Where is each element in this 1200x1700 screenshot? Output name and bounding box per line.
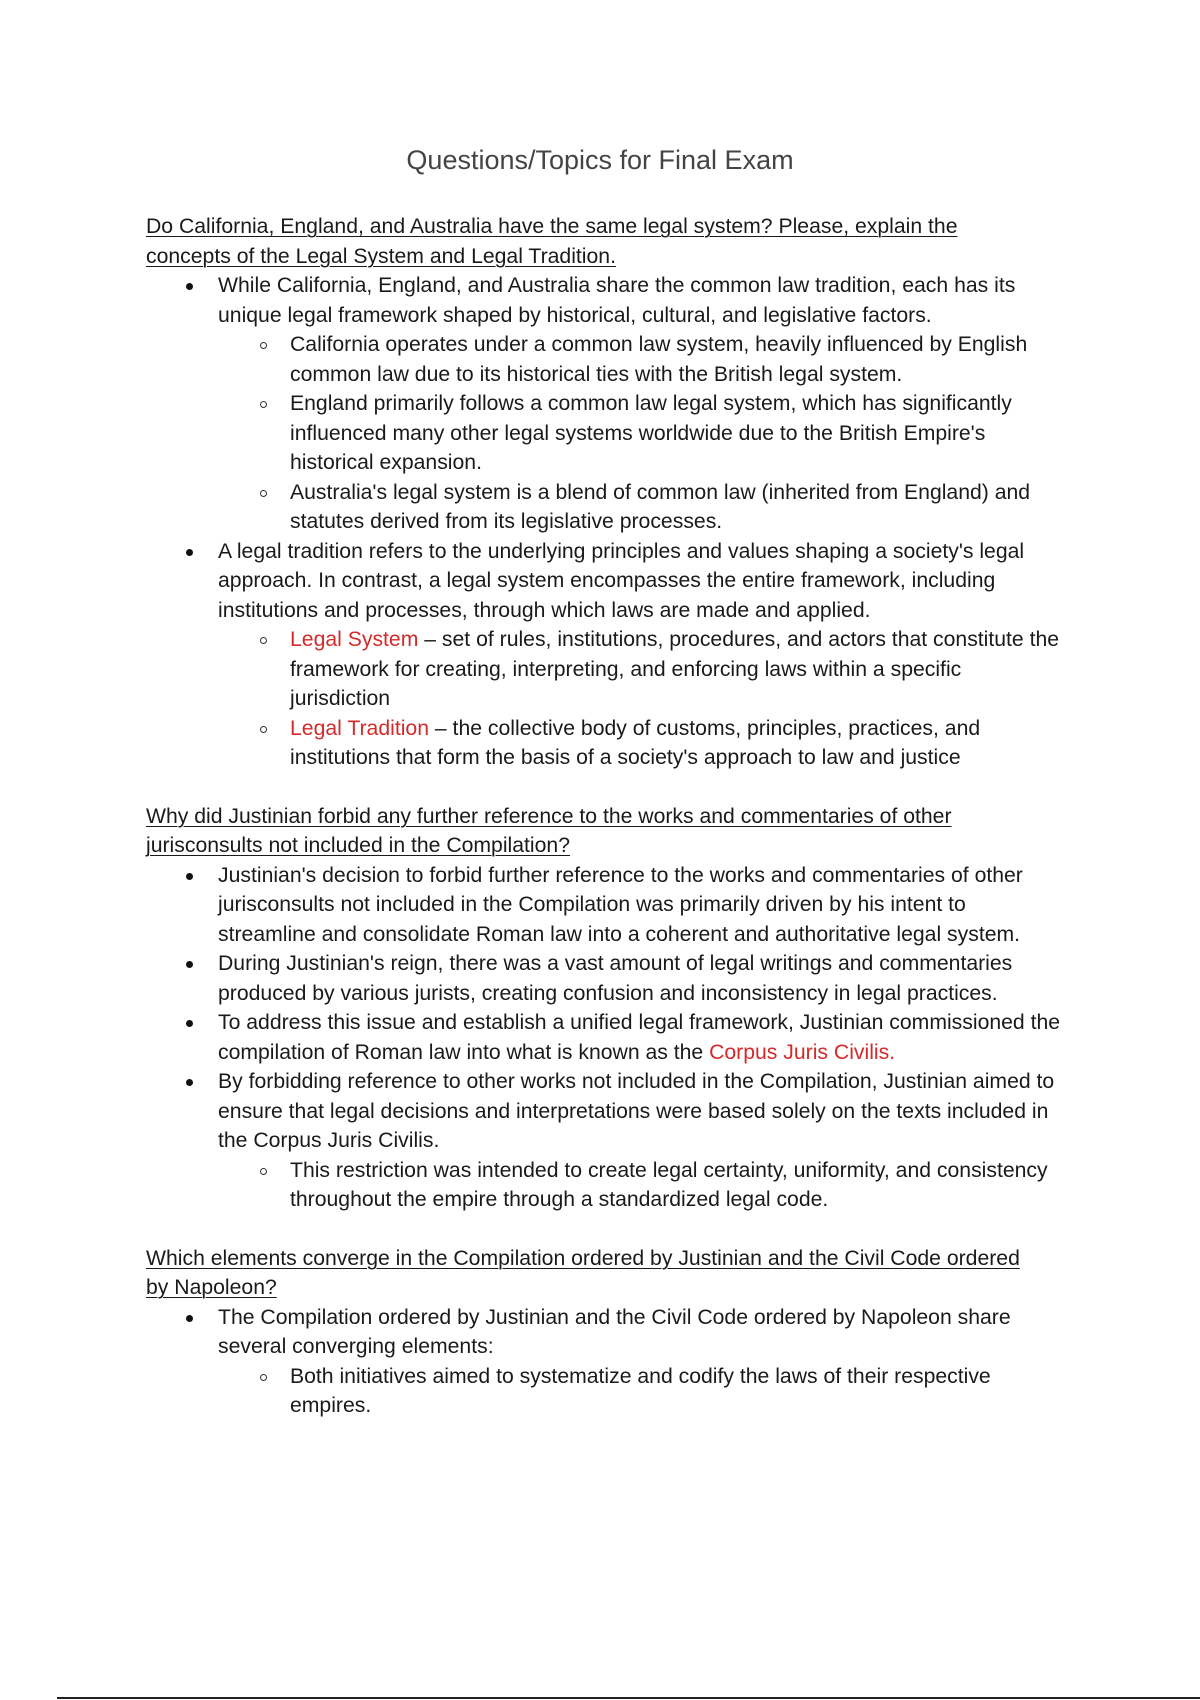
document-body [146,212,1066,1421]
bullet-list [146,861,1066,1215]
list-item [146,1008,1066,1067]
page-divider [57,1697,1200,1699]
list-item: Justinian's decision to forbid further reference to the works and commentaries of other jurisconsults not included in the Compilation was primarily driven by his intent to streamline and consolidate Roman law into a coherent and authoritative legal system. [146,861,1066,950]
sub-bullet-list [218,1156,1066,1215]
question-heading: Why did Justinian forbid any further reference to the works and commentaries of other jurisconsults not included in the Compilation? [146,804,952,857]
list-item [146,537,1066,773]
term-corpus-juris-civilis: Corpus Juris Civilis [709,1040,890,1064]
page-title: Questions/Topics for Final Exam [406,145,794,175]
list-item-text: To address this issue and establish a unified legal framework, Justinian commissioned the compilation of Roman law into what is known as the [218,1011,1061,1064]
list-item-text: The Compilation ordered by Justinian and the Civil Code ordered by Napoleon share several converging elements: [218,1305,1011,1358]
section-napoleon [146,1244,1066,1421]
term-legal-tradition: Legal Tradition [290,716,429,740]
list-item-text: A legal tradition refers to the underlying principles and values shaping a society's legal approach. In contrast, a legal system encompasses the entire framework, including institutions and processes, through which laws are made and applied. [218,539,1025,622]
question-heading: Which elements converge in the Compilation ordered by Justinian and the Civil Code ordered by Napoleon? [146,1246,1020,1299]
bullet-list [146,271,1066,773]
list-item [146,1067,1066,1215]
sub-list-item: This restriction was intended to create legal certainty, uniformity, and consistency throughout the empire through a standardized legal code. [218,1156,1066,1215]
sub-bullet-list [218,330,1066,537]
list-item-text: While California, England, and Australia share the common law tradition, each has its unique legal framework shaped by historical, cultural, and legislative factors. [218,274,1016,327]
sub-bullet-list [218,625,1066,773]
bullet-list [146,1303,1066,1421]
section-justinian [146,802,1066,1215]
sub-list-item [218,625,1066,714]
list-item [146,1303,1066,1421]
list-item [146,271,1066,537]
sub-bullet-list [218,1362,1066,1421]
sub-list-item [218,714,1066,773]
term-definition: – set of rules, institutions, procedures, and actors that constitute the framework for creating, interpreting, and enforcing laws within a specific jurisdiction [290,628,1060,710]
question-heading: Do California, England, and Australia have the same legal system? Please, explain the concepts of the Legal System and Legal Tradition. [146,215,958,268]
sub-list-item: England primarily follows a common law legal system, which has significantly influenced many other legal systems worldwide due to the British Empire's historical expansion. [218,389,1066,478]
list-item-text: By forbidding reference to other works not included in the Compilation, Justinian aimed to ensure that legal decisions and interpretations were based solely on the texts included in the Corpus Juris Civilis. [218,1070,1055,1152]
term-definition: – the collective body of customs, principles, practices, and institutions that form the basis of a society's approach to law and justice [290,716,981,769]
section-legal-systems [146,212,1066,773]
sub-list-item: Australia's legal system is a blend of common law (inherited from England) and statutes derived from its legislative processes. [218,478,1066,537]
sub-list-item: Both initiatives aimed to systematize and codify the laws of their respective empires. [218,1362,1066,1421]
term-period: . [889,1040,896,1064]
list-item: During Justinian's reign, there was a vast amount of legal writings and commentaries produced by various jurists, creating confusion and inconsistency in legal practices. [146,949,1066,1008]
term-legal-system: Legal System [290,628,419,651]
sub-list-item: California operates under a common law system, heavily influenced by English common law due to its historical ties with the British legal system. [218,330,1066,389]
